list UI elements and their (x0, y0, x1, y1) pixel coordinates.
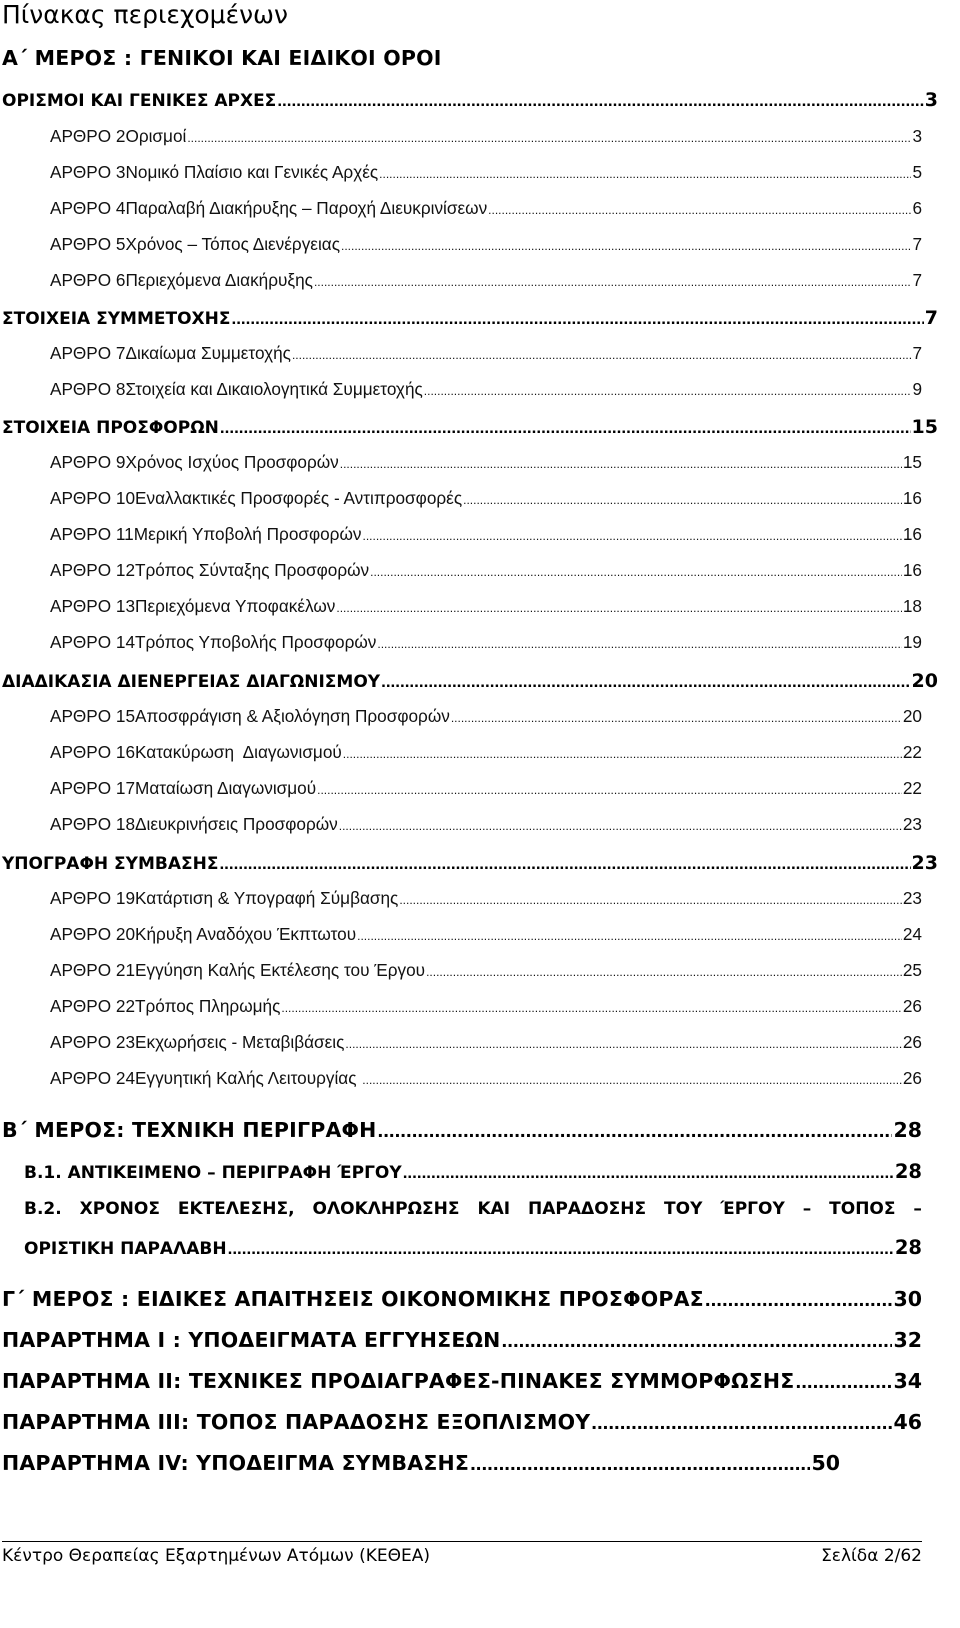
toc-article-number: ΑΡΘΡΟ 18 (50, 814, 136, 834)
toc-article-23[interactable] (50, 1032, 922, 1062)
toc-b2-word: ΟΛΟΚΛΗΡΩΣΗΣ (312, 1199, 460, 1219)
toc-article-title: Εναλλακτικές Προσφορές - Αντιπροσφορές (135, 488, 463, 508)
toc-article-title: Ματαίωση Διαγωνισμού (135, 778, 317, 798)
toc-article-number: ΑΡΘΡΟ 7 (50, 343, 126, 363)
toc-article-10[interactable] (50, 488, 922, 518)
toc-part-b-label: Β΄ ΜΕΡΟΣ: ΤΕΧΝΙΚΗ ΠΕΡΙΓΡΑΦΗ (2, 1118, 377, 1142)
toc-article-8[interactable] (50, 379, 922, 409)
toc-article-number: ΑΡΘΡΟ 24 (50, 1068, 136, 1088)
toc-page-number: 23 (902, 814, 922, 834)
toc-leader-dots (463, 493, 902, 507)
toc-leader-dots (379, 167, 911, 181)
toc-article-title: Αποσφράγιση & Αξιολόγηση Προσφορών (135, 706, 450, 726)
toc-leader-dots (187, 131, 911, 145)
toc-article-20[interactable] (50, 924, 922, 954)
toc-section-definitions[interactable] (2, 89, 938, 119)
toc-section-label: ΥΠΟΓΡΑΦΗ ΣΥΜΒΑΣΗΣ (2, 854, 219, 874)
toc-part-b[interactable] (2, 1118, 922, 1148)
toc-leader-dots (231, 309, 923, 329)
toc-article-number: ΑΡΘΡΟ 15 (50, 706, 136, 726)
toc-leader-dots (281, 1001, 902, 1015)
toc-article-4[interactable] (50, 198, 922, 228)
toc-article-title: Τρόπος Σύνταξης Προσφορών (135, 560, 370, 580)
toc-article-title: Νομικό Πλαίσιο και Γενικές Αρχές (125, 162, 379, 182)
toc-annex-2[interactable] (2, 1369, 922, 1399)
toc-leader-dots (357, 929, 902, 943)
toc-article-6[interactable] (50, 270, 922, 300)
toc-page-number: 30 (893, 1287, 922, 1311)
toc-page-number: 20 (911, 670, 938, 692)
toc-leader-dots (470, 1452, 810, 1476)
toc-leader-dots (488, 203, 911, 217)
toc-annex-label: ΠΑΡΑΡΤΗΜΑ ΙΙ: ΤΕΧΝΙΚΕΣ ΠΡΟΔΙΑΓΡΑΦΕΣ-ΠΙΝΑΚΕΣ ΣΥΜΜΟΡΦΩΣΗΣ (2, 1369, 795, 1393)
toc-article-title: Κατακύρωση Διαγωνισμού (135, 742, 342, 762)
toc-article-number: ΑΡΘΡΟ 10 (50, 488, 136, 508)
toc-section-offers[interactable] (2, 416, 938, 446)
toc-leader-dots (591, 1411, 892, 1435)
toc-article-title: Δικαίωμα Συμμετοχής (125, 343, 291, 363)
toc-article-number: ΑΡΘΡΟ 6 (50, 270, 126, 290)
toc-leader-dots (399, 893, 902, 907)
toc-leader-dots (336, 601, 902, 615)
toc-leader-dots (377, 637, 902, 651)
toc-leader-dots (378, 1119, 893, 1143)
toc-article-title: Κήρυξη Αναδόχου Έκπτωτου (135, 924, 357, 944)
toc-article-title: Παραλαβή Διακήρυξης – Παροχή Διευκρινίσεων (125, 198, 488, 218)
toc-page-number: 46 (893, 1410, 922, 1434)
toc-section-label: ΣΤΟΙΧΕΙΑ ΠΡΟΣΦΟΡΩΝ (2, 418, 219, 438)
toc-page-number: 9 (912, 379, 922, 399)
toc-article-number: ΑΡΘΡΟ 12 (50, 560, 136, 580)
toc-page-number: 16 (902, 488, 922, 508)
toc-article-title: Κατάρτιση & Υπογραφή Σύμβασης (135, 888, 399, 908)
page-title: Πίνακας περιεχομένων (2, 0, 288, 29)
toc-section-label: ΔΙΑΔΙΚΑΣΙΑ ΔΙΕΝΕΡΓΕΙΑΣ ΔΙΑΓΩΝΙΣΜΟΥ (2, 672, 381, 692)
toc-article-title: Χρόνος Ισχύος Προσφορών (125, 452, 339, 472)
toc-annex-4[interactable] (2, 1451, 840, 1481)
toc-article-13[interactable] (50, 596, 922, 626)
toc-article-number: ΑΡΘΡΟ 8 (50, 379, 126, 399)
toc-article-9[interactable] (50, 452, 922, 482)
toc-article-number: ΑΡΘΡΟ 5 (50, 234, 126, 254)
toc-part-a[interactable] (2, 46, 938, 76)
toc-b2-line2[interactable] (24, 1236, 922, 1266)
toc-page-number: 24 (902, 924, 922, 944)
toc-page-number: 26 (902, 1032, 922, 1052)
toc-section-contract[interactable] (2, 852, 938, 882)
toc-annex-label: ΠΑΡΑΡΤΗΜΑ IV: ΥΠΟΔΕΙΓΜΑ ΣΥΜΒΑΣΗΣ (2, 1451, 470, 1475)
toc-leader-dots (362, 529, 901, 543)
toc-page-number: 23 (911, 852, 938, 874)
toc-page-number: 26 (902, 996, 922, 1016)
toc-b2-word: – (802, 1199, 812, 1219)
toc-leader-dots (502, 1329, 893, 1353)
toc-article-title: Εκχωρήσεις - Μεταβιβάσεις (135, 1032, 345, 1052)
toc-article-number: ΑΡΘΡΟ 9 (50, 452, 126, 472)
toc-annex-1[interactable] (2, 1328, 922, 1358)
toc-page-number: 3 (912, 126, 922, 146)
toc-page-number: 50 (811, 1451, 840, 1475)
toc-b2-word: ΚΑΙ (477, 1199, 511, 1219)
toc-annex-label: ΠΑΡΑΡΤΗΜΑ Ι : ΥΠΟΔΕΙΓΜΑΤΑ ΕΓΓΥΗΣΕΩΝ (2, 1328, 501, 1352)
toc-article-5[interactable] (50, 234, 922, 264)
toc-page-number: 7 (912, 234, 922, 254)
toc-leader-dots (340, 457, 902, 471)
toc-leader-dots (277, 91, 923, 111)
toc-page-number: 25 (902, 960, 922, 980)
toc-leader-dots (220, 418, 911, 438)
toc-page-number: 23 (902, 888, 922, 908)
toc-article-title: Περιεχόμενα Υποφακέλων (135, 596, 336, 616)
toc-leader-dots (451, 711, 902, 725)
toc-page-number: 18 (902, 596, 922, 616)
footer-organization: Κέντρο Θεραπείας Εξαρτημένων Ατόμων (ΚΕΘΕΑ) (2, 1546, 430, 1566)
toc-page-number: 32 (893, 1328, 922, 1352)
toc-article-number: ΑΡΘΡΟ 22 (50, 996, 136, 1016)
toc-article-15[interactable] (50, 706, 922, 736)
toc-article-3[interactable] (50, 162, 922, 192)
toc-annex-3[interactable] (2, 1410, 922, 1440)
toc-page-number: 16 (902, 560, 922, 580)
toc-article-number: ΑΡΘΡΟ 19 (50, 888, 136, 908)
toc-page-number: 22 (902, 742, 922, 762)
footer-rule (2, 1541, 922, 1542)
toc-page-number: 28 (894, 1160, 922, 1183)
toc-article-title: Εγγυητική Καλής Λειτουργίας (135, 1068, 362, 1088)
toc-page-number: 26 (902, 1068, 922, 1088)
toc-leader-dots (317, 783, 902, 797)
toc-article-number: ΑΡΘΡΟ 4 (50, 198, 126, 218)
toc-article-title: Χρόνος – Τόπος Διενέργειας (125, 234, 340, 254)
toc-page-number: 28 (893, 1118, 922, 1142)
toc-part-a-label: Α΄ ΜΕΡΟΣ : ΓΕΝΙΚΟΙ ΚΑΙ ΕΙΔΙΚΟΙ ΟΡΟΙ (2, 46, 442, 70)
toc-section-procedure[interactable] (2, 670, 938, 700)
toc-leader-dots (796, 1370, 893, 1394)
toc-article-2[interactable] (50, 126, 922, 156)
toc-leader-dots (339, 819, 902, 833)
toc-article-11[interactable] (50, 524, 922, 554)
toc-section-label: ΟΡΙΣΜΟΙ ΚΑΙ ΓΕΝΙΚΕΣ ΑΡΧΕΣ (2, 91, 277, 111)
toc-section-participation[interactable] (2, 307, 938, 337)
toc-b2-word: ΠΑΡΑΔΟΣΗΣ (528, 1199, 647, 1219)
toc-page-number: 19 (902, 632, 922, 652)
toc-b2-word: ΕΚΤΕΛΕΣΗΣ, (177, 1199, 295, 1219)
toc-annex-label: ΠΑΡΑΡΤΗΜΑ ΙΙΙ: ΤΟΠΟΣ ΠΑΡΑΔΟΣΗΣ ΕΞΟΠΛΙΣΜΟΥ (2, 1410, 591, 1434)
footer-page-indicator: Σελίδα 2/62 (821, 1546, 922, 1566)
toc-page-number: 20 (902, 706, 922, 726)
toc-page-number: 6 (912, 198, 922, 218)
toc-article-title: Τρόπος Υποβολής Προσφορών (135, 632, 377, 652)
toc-page-number: 28 (894, 1236, 922, 1259)
toc-article-17[interactable] (50, 778, 922, 808)
toc-page-number: 5 (912, 162, 922, 182)
toc-b2-word: ΤΟΠΟΣ (829, 1199, 896, 1219)
toc-article-title: Εγγύηση Καλής Εκτέλεσης του Έργου (135, 960, 426, 980)
toc-page-number: 34 (893, 1369, 922, 1393)
toc-leader-dots (343, 747, 902, 761)
toc-b2-word: Β.2. (24, 1199, 62, 1219)
toc-article-number: ΑΡΘΡΟ 11 (50, 524, 134, 544)
toc-leader-dots (426, 965, 902, 979)
toc-part-c-label: Γ΄ ΜΕΡΟΣ : ΕΙΔΙΚΕΣ ΑΠΑΙΤΗΣΕΙΣ ΟΙΚΟΝΟΜΙΚΗΣ ΠΡΟΣΦΟΡΑΣ (2, 1287, 704, 1311)
toc-leader-dots (219, 854, 910, 874)
toc-article-21[interactable] (50, 960, 922, 990)
toc-article-7[interactable] (50, 343, 922, 373)
toc-leader-dots (370, 565, 902, 579)
toc-article-14[interactable] (50, 632, 922, 662)
toc-article-number: ΑΡΘΡΟ 16 (50, 742, 136, 762)
toc-leader-dots (314, 275, 911, 289)
toc-b1[interactable] (24, 1160, 922, 1190)
toc-article-16[interactable] (50, 742, 922, 772)
toc-page-number: 16 (902, 524, 922, 544)
toc-leader-dots (228, 1239, 894, 1259)
toc-b2-word: – (913, 1199, 922, 1219)
toc-article-number: ΑΡΘΡΟ 3 (50, 162, 126, 182)
toc-article-number: ΑΡΘΡΟ 13 (50, 596, 136, 616)
toc-article-number: ΑΡΘΡΟ 20 (50, 924, 136, 944)
toc-article-number: ΑΡΘΡΟ 17 (50, 778, 136, 798)
toc-article-18[interactable] (50, 814, 922, 844)
toc-article-number: ΑΡΘΡΟ 14 (50, 632, 136, 652)
toc-article-title: Μερική Υποβολή Προσφορών (133, 524, 362, 544)
toc-article-number: ΑΡΘΡΟ 21 (50, 960, 136, 980)
toc-b2-label: ΟΡΙΣΤΙΚΗ ΠΑΡΑΛΑΒΗ (24, 1239, 227, 1259)
toc-section-label: ΣΤΟΙΧΕΙΑ ΣΥΜΜΕΤΟΧΗΣ (2, 309, 231, 329)
toc-part-c[interactable] (2, 1287, 922, 1317)
toc-leader-dots (292, 348, 911, 362)
toc-b2-line1[interactable] (24, 1199, 922, 1229)
toc-article-title: Περιεχόμενα Διακήρυξης (125, 270, 313, 290)
toc-article-24[interactable] (50, 1068, 922, 1098)
toc-article-title: Διευκρινήσεις Προσφορών (135, 814, 338, 834)
toc-page-number: 7 (912, 270, 922, 290)
toc-page-number: 7 (924, 307, 938, 329)
toc-article-title: Στοιχεία και Δικαιολογητικά Συμμετοχής (125, 379, 423, 399)
toc-page-number: 22 (902, 778, 922, 798)
toc-page-number: 15 (902, 452, 922, 472)
toc-b2-word: ΧΡΟΝΟΣ (79, 1199, 160, 1219)
toc-leader-dots (424, 384, 912, 398)
toc-page-number: 15 (911, 416, 938, 438)
toc-article-number: ΑΡΘΡΟ 2 (50, 126, 126, 146)
toc-article-22[interactable] (50, 996, 922, 1026)
toc-article-number: ΑΡΘΡΟ 23 (50, 1032, 136, 1052)
toc-leader-dots (403, 1163, 894, 1183)
toc-leader-dots (362, 1073, 902, 1087)
toc-leader-dots (705, 1288, 893, 1312)
toc-article-title: Ορισμοί (125, 126, 187, 146)
toc-leader-dots (381, 672, 910, 692)
toc-page-number: 7 (912, 343, 922, 363)
toc-leader-dots (341, 239, 911, 253)
toc-b2-word: ΈΡΓΟΥ (720, 1199, 785, 1219)
toc-article-12[interactable] (50, 560, 922, 590)
toc-b1-label: Β.1. ΑΝΤΙΚΕΙΜΕΝΟ – ΠΕΡΙΓΡΑΦΗ ΈΡΓΟΥ (24, 1163, 402, 1183)
toc-b2-word: ΤΟΥ (664, 1199, 703, 1219)
toc-leader-dots (345, 1037, 901, 1051)
toc-article-title: Τρόπος Πληρωμής (135, 996, 281, 1016)
toc-article-19[interactable] (50, 888, 922, 918)
toc-page-number: 3 (924, 89, 938, 111)
